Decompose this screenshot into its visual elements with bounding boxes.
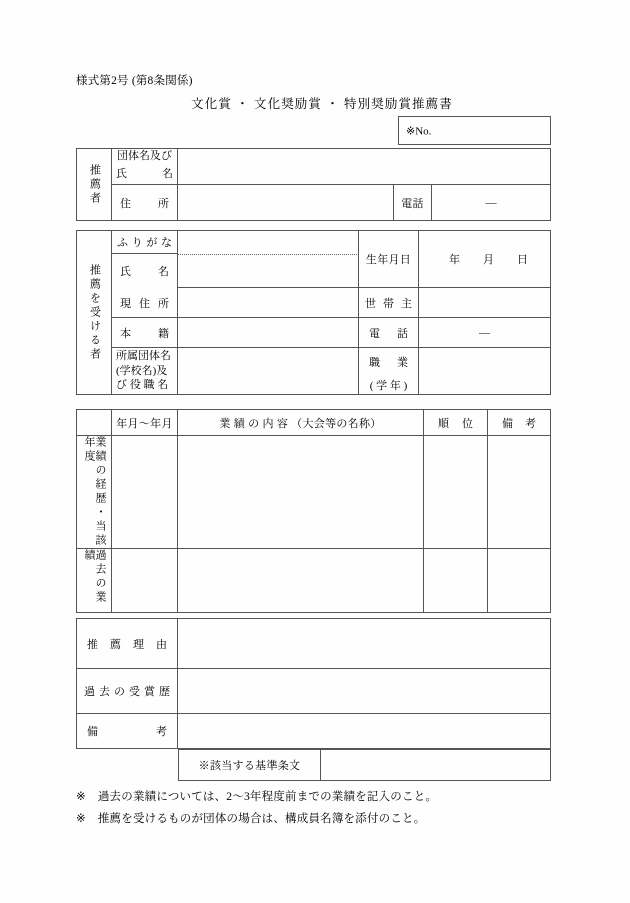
reason-label-c2: 薦 <box>110 638 121 651</box>
past-awards-label-c5: 賞 <box>144 686 155 698</box>
recommender-table <box>76 148 551 221</box>
recommender-address-label-a: 住 <box>120 197 131 210</box>
achievements-past-content-input[interactable] <box>178 549 424 612</box>
achievements-current-rank-input[interactable] <box>424 436 488 549</box>
recommender-side-label <box>77 149 112 220</box>
reason-label-c3: 理 <box>133 638 144 651</box>
nominee-householder-label <box>359 288 419 318</box>
furigana-divider <box>178 254 359 255</box>
nominee-domicile-label-b: 籍 <box>158 327 169 340</box>
recommender-phone-label-text: 電話 <box>401 197 424 210</box>
nominee-affiliation-label <box>112 348 178 394</box>
past-awards-label-c1: 過 <box>84 686 95 698</box>
nominee-current-address-input[interactable] <box>178 288 359 318</box>
control-number-label: ※No. <box>406 125 432 137</box>
recommender-phone-label <box>394 185 432 220</box>
nominee-phone-label-a: 電 <box>369 327 380 340</box>
achievements-header-rank <box>424 410 488 436</box>
achievements-header-rank-b: 位 <box>462 417 473 430</box>
nominee-current-address-label-c2: 住 <box>139 297 150 310</box>
nominee-affiliation-label-line1: 所属団体名 <box>116 349 171 362</box>
footnote-1 <box>76 788 437 804</box>
nominee-householder-label-c1: 世 <box>365 297 376 310</box>
achievements-header-remarks <box>488 410 550 436</box>
past-awards-label-c3: の <box>114 686 125 698</box>
achievements-header-content-text: 業 績 の 内 容 （大会等の名称） <box>219 417 382 430</box>
page-title: 文化賞 ・ 文化奨励賞 ・ 特別奨励賞推薦書 <box>191 97 453 111</box>
achievements-header-corner <box>77 410 112 436</box>
nominee-name-label <box>112 254 178 288</box>
nominee-birthdate-input[interactable] <box>419 231 550 288</box>
achievements-past-side-label <box>77 549 112 612</box>
reason-label-c1: 推 <box>87 638 98 651</box>
nominee-current-address-label-c3: 所 <box>158 297 169 310</box>
nominee-birthdate-year: 年 <box>449 254 460 266</box>
achievements-past-period-input[interactable] <box>112 549 178 612</box>
past-awards-label-c6: 歴 <box>159 686 170 698</box>
criteria-table <box>178 749 551 781</box>
remarks-label-a: 備 <box>87 726 98 738</box>
nominee-phone-value: — <box>479 326 490 339</box>
past-awards-label <box>77 669 178 714</box>
nominee-affiliation-label-line2: (学校名)及 <box>116 364 168 377</box>
nominee-householder-label-c3: 主 <box>401 297 412 310</box>
nominee-birthdate-label <box>359 231 419 288</box>
recommender-address-label <box>112 185 178 220</box>
achievements-header-rank-a: 順 <box>438 417 449 430</box>
achievements-current-remarks-input[interactable] <box>488 436 550 549</box>
reason-label-c4: 由 <box>156 638 167 651</box>
footnote-2 <box>76 810 425 826</box>
nominee-domicile-input[interactable] <box>178 318 359 348</box>
achievements-current-side-label <box>77 436 112 549</box>
reason-label <box>77 619 178 669</box>
nominee-side-label-text: 推薦を受ける者 <box>88 263 101 362</box>
nominee-householder-input[interactable] <box>419 288 550 318</box>
recommender-phone-value: — <box>485 196 497 209</box>
achievements-current-side-label-text: 業績の経歴・当該年度 <box>83 436 106 548</box>
achievements-table <box>76 409 551 613</box>
nominee-affiliation-label-line3: び 役 職 名 <box>116 379 169 392</box>
nominee-phone-label <box>359 318 419 348</box>
nominee-furigana-label <box>112 231 178 254</box>
nominee-occupation-label-a: 職 <box>369 357 380 370</box>
past-awards-label-c2: 去 <box>99 686 110 698</box>
achievements-past-rank-input[interactable] <box>424 549 488 612</box>
recommender-address-input[interactable] <box>178 185 394 220</box>
nominee-furigana-label-c1: ふ <box>117 237 128 249</box>
nominee-furigana-label-c3: が <box>146 237 158 249</box>
achievements-current-period-input[interactable] <box>112 436 178 549</box>
nominee-householder-label-c2: 帯 <box>383 297 394 310</box>
nominee-birthdate-day: 日 <box>517 254 528 266</box>
nominee-name-label-a: 氏 <box>120 266 131 278</box>
recommender-address-label-b: 所 <box>158 197 169 210</box>
nominee-domicile-label <box>112 318 178 348</box>
recommender-name-label-line2b: 名 <box>162 167 173 180</box>
criteria-label-text: ※該当する基準条文 <box>198 760 301 772</box>
recommender-phone-input[interactable] <box>432 185 550 220</box>
nominee-current-address-label-c1: 現 <box>120 297 131 310</box>
recommender-name-input[interactable] <box>178 149 550 185</box>
achievements-past-remarks-input[interactable] <box>488 549 550 612</box>
nominee-current-address-label <box>112 288 178 318</box>
nominee-name-label-b: 名 <box>158 266 169 278</box>
control-number-box[interactable] <box>398 116 551 145</box>
nominee-birthdate-label-text: 生年月日 <box>365 254 412 266</box>
nominee-occupation-label-b: 業 <box>397 357 408 370</box>
criteria-label <box>179 750 321 780</box>
nominee-phone-label-b: 話 <box>397 327 408 340</box>
bottom-table <box>76 618 551 749</box>
nominee-name-input[interactable] <box>178 231 359 288</box>
nominee-side-label <box>77 231 112 394</box>
reason-input[interactable] <box>178 619 550 669</box>
nominee-table <box>76 230 551 395</box>
nominee-affiliation-input[interactable] <box>178 348 359 394</box>
nominee-furigana-label-c2: り <box>131 237 143 249</box>
remarks-label-b: 考 <box>156 726 167 738</box>
footnote-1-mark: ※ <box>76 791 86 803</box>
achievements-past-side-label-text: 過去の業績 <box>83 549 106 605</box>
nominee-furigana-label-c4: な <box>160 237 172 249</box>
form-code: 様式第2号 (第8条関係) <box>76 75 193 87</box>
criteria-input[interactable] <box>321 750 550 780</box>
recommender-name-label-line1: 団体名及び <box>117 150 172 162</box>
nominee-domicile-label-a: 本 <box>120 327 131 340</box>
recommender-name-label-line2a: 氏 <box>116 167 127 180</box>
footnote-2-mark: ※ <box>76 813 86 825</box>
nominee-birthdate-month: 月 <box>483 254 494 266</box>
past-awards-label-c4: 受 <box>129 686 140 698</box>
nominee-occupation-input[interactable] <box>419 348 550 394</box>
achievements-header-period-text: 年月〜年月 <box>116 417 173 430</box>
nominee-occupation-label <box>359 348 419 394</box>
achievements-current-content-input[interactable] <box>178 436 424 549</box>
nominee-occupation-label-line2: ( 学 年 ) <box>369 380 408 393</box>
footnote-2-text: 推薦を受けるものが団体の場合は、構成員名簿を添付のこと。 <box>97 813 426 825</box>
recommender-name-label <box>112 149 178 185</box>
footnote-1-text: 過去の業績については、2〜3年程度前までの業績を記入のこと。 <box>97 791 438 803</box>
achievements-header-content <box>178 410 424 436</box>
past-awards-input[interactable] <box>178 669 550 714</box>
achievements-header-period <box>112 410 178 436</box>
nominee-phone-input[interactable] <box>419 318 550 348</box>
achievements-header-remarks-b: 考 <box>525 417 536 430</box>
remarks-input[interactable] <box>178 714 550 748</box>
achievements-header-remarks-a: 備 <box>502 417 513 430</box>
remarks-label <box>77 714 178 748</box>
recommender-side-label-text: 推薦者 <box>88 163 101 206</box>
